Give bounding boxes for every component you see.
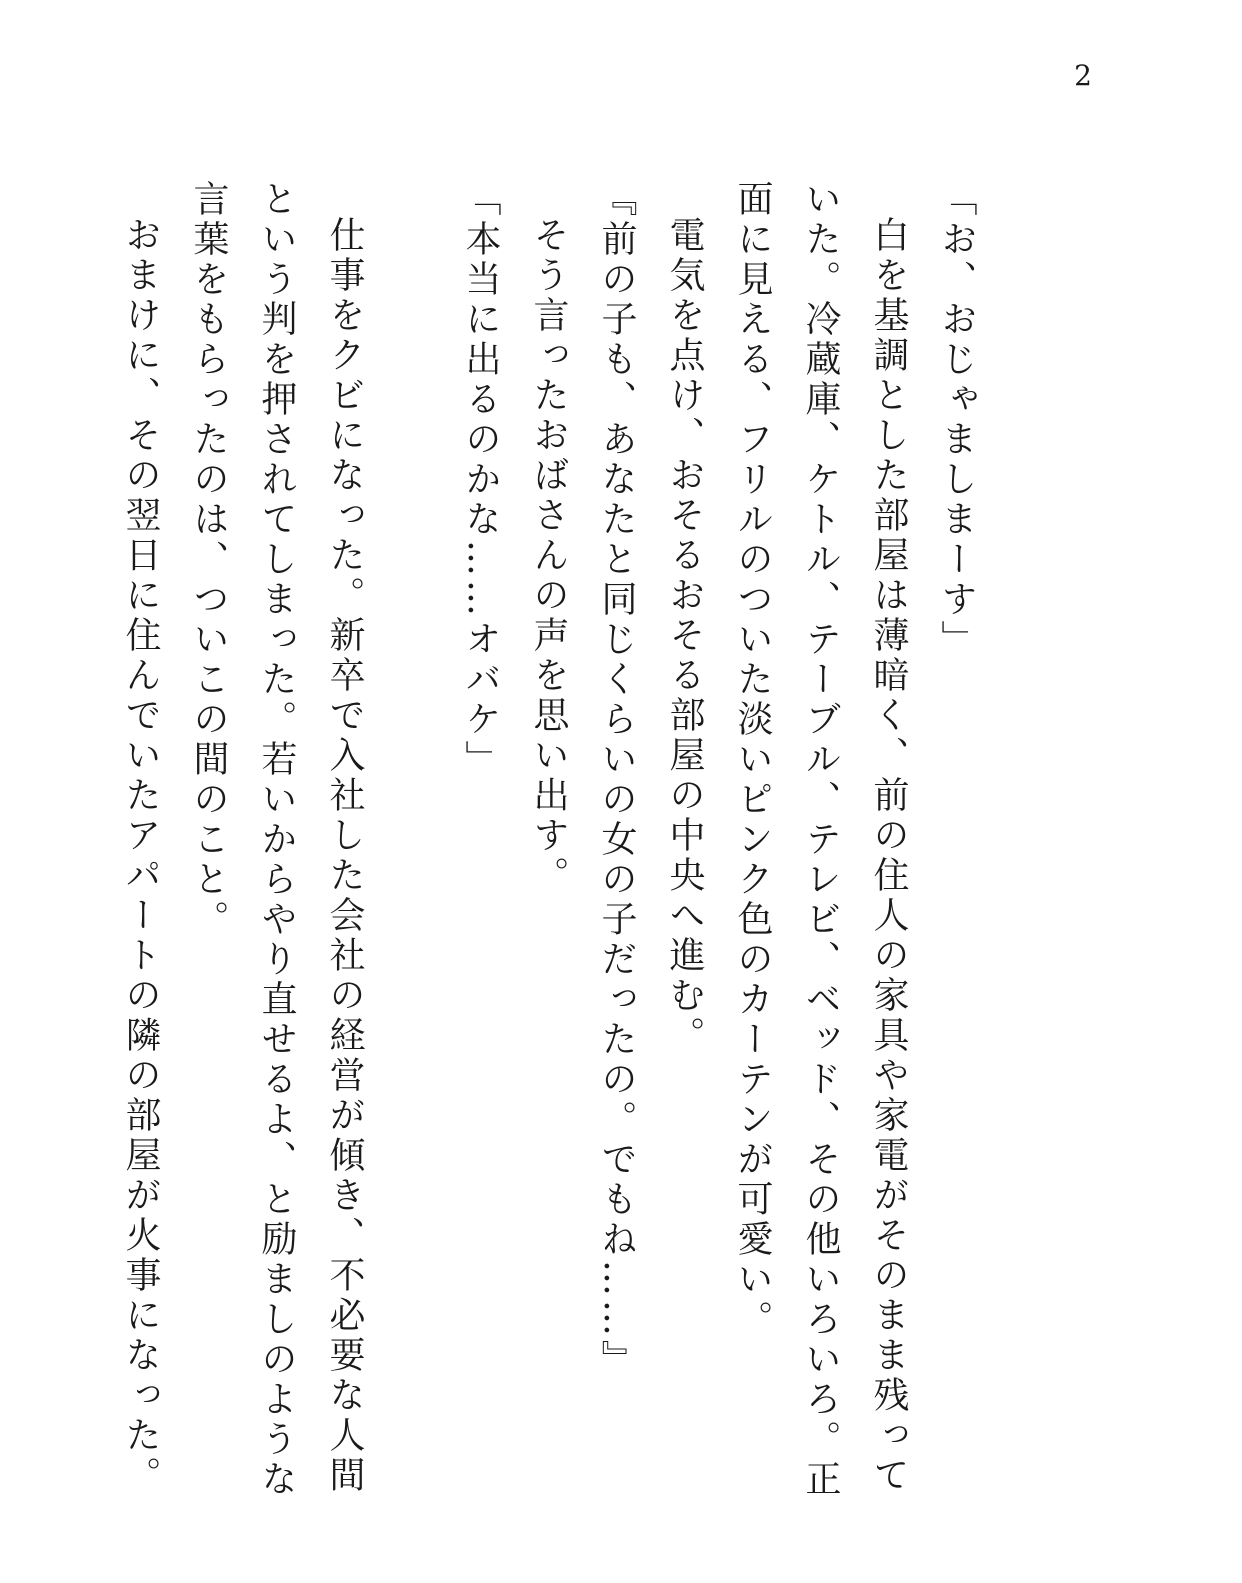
text-line-9: 仕事をクビになった。新卒で入社した会社の経営が傾き、不必要な人間 [324,216,365,1496]
paragraph-break [378,180,446,1420]
text-line-5: 電気を点け、おそるおそる部屋の中央へ進む。 [664,216,705,1056]
vertical-text-body [120,180,990,1500]
page-number: 2 [1074,59,1092,92]
text-line-3: いた。冷蔵庫、ケトル、テーブル、テレビ、ベッド、その他いろいろ。正 [800,180,841,1500]
text-line-12: おまけに、その翌日に住んでいたアパートの隣の部屋が火事になった。 [120,216,161,1496]
text-line-6: 『前の子も、あなたと同じくらいの女の子だったの。でもね……』 [596,180,637,1380]
text-line-1: 「お、おじゃましまーす」 [936,180,977,660]
text-line-11: 言葉をもらったのは、ついこの間のこと。 [188,180,229,940]
text-line-7: そう言ったおばさんの声を思い出す。 [528,216,569,896]
text-line-2: 白を基調とした部屋は薄暗く、前の住人の家具や家電がそのまま残って [868,216,909,1496]
text-line-8: 「本当に出るのかな……オバケ」 [460,180,501,780]
text-line-4: 面に見える、フリルのついた淡いピンク色のカーテンが可愛い。 [732,180,773,1340]
text-line-10: という判を押されてしまった。若いからやり直せるよ、と励ましのような [256,180,297,1500]
